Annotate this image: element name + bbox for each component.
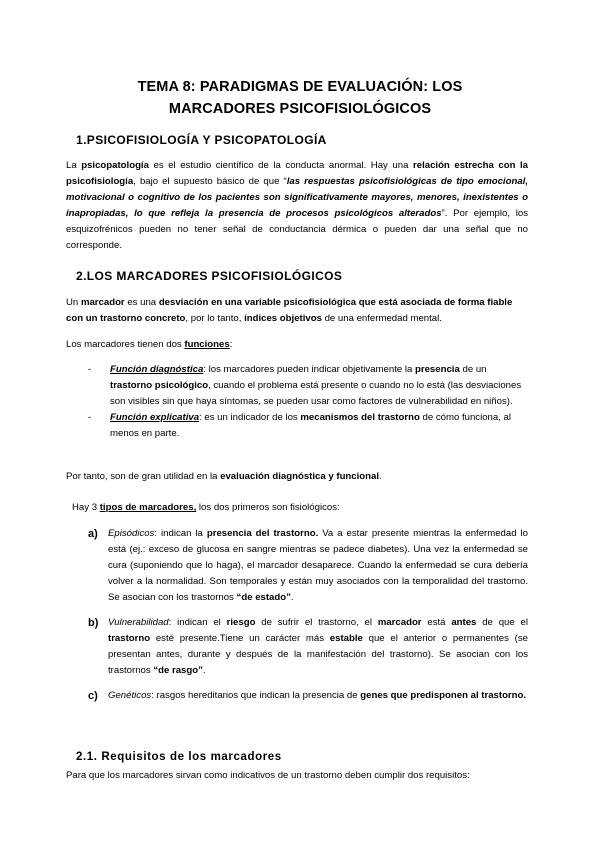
requisitos-paragraph: Para que los marcadores sirvan como indicativos de un trastorno deben cumplir dos requisitos: [66,770,470,781]
title-line-1: TEMA 8: PARADIGMAS DE EVALUACIÓN: LOS [137,79,463,95]
document-title [100,76,500,120]
marcador-definition: Un marcador es una desviación en una variable psicofisiológica que está asociada de forma fiable con un trastorno concreto, por lo tanto, índices objetivos de una enfermedad mental. [66,297,513,324]
funciones-intro: Los marcadores tienen dos funciones: [66,339,233,350]
utilidad-paragraph: Por tanto, son de gran utilidad en la evaluación diagnóstica y funcional. [66,471,382,482]
title-line-2: MARCADORES PSICOFISIOLÓGICOS [168,101,432,117]
section-1-paragraph: La psicopatología es el estudio científico de la conducta anormal. Hay una relación estrecha con la psicofisiología, bajo el supuesto básico de que “las respuestas psicofisiológicas de tipo emocional, motivacional o cognitivo de los pacientes son significativamente mayores, menores, inexistentes o inapropiadas, lo que refleja la presencia de procesos psicológicos alterados”. Por ejemplo, los esquizofrénicos pueden no tener señal de conductancia dérmica o pueden dar una señal que no corresponde. [66,160,529,251]
list-item: a) Episódicos: indican la presencia del trastorno. Va a estar presente mientras la enfermedad lo está (ej.: exceso de glucosa en sangre mientras se padece diabetes). Una vez la enfermedad se cura (suponiendo que lo haga), el marcador desaparece. Cuando la enfermedad se cura debería volver a la normalidad. Son temporales y están muy asociados con la temporalidad del trastorno. Se asocian con los trastornos “de estado”. [88,528,529,603]
list-item: c) Genéticos: rasgos hereditarios que indican la presencia de genes que predisponen al trastorno. [88,690,527,702]
section-1-heading: 1.PSICOFISIOLOGÍA Y PSICOPATOLOGÍA [76,133,327,147]
section-2-heading: 2.LOS MARCADORES PSICOFISIOLÓGICOS [76,269,343,283]
section-2-1-heading: 2.1. Requisitos de los marcadores [76,751,282,763]
tipos-intro: Hay 3 tipos de marcadores, los dos primeros son fisiológicos: [72,502,340,513]
list-item: - Función explicativa: es un indicador de los mecanismos del trastorno de cómo funciona, al menos en parte. [88,412,512,439]
tipos-list [66,526,528,704]
list-item: - Función diagnóstica: los marcadores pueden indicar objetivamente la presencia de un trastorno psicológico, cuando el problema está presente o cuando no lo está (las desviaciones son visibles sin que haya síntomas, se pueden usar como factores de vulnerabilidad en niños). [88,364,522,407]
funciones-list [66,362,528,442]
list-item: b) Vulnerabilidad: indican el riesgo de sufrir el trastorno, el marcador está antes de que el trastorno esté presente.Tiene un carácter más estable que el anterior o permanentes (se presentan antes, durante y después de la manifestación del trastorno). Se asocian con los trastornos “de rasgo”. [88,617,528,676]
